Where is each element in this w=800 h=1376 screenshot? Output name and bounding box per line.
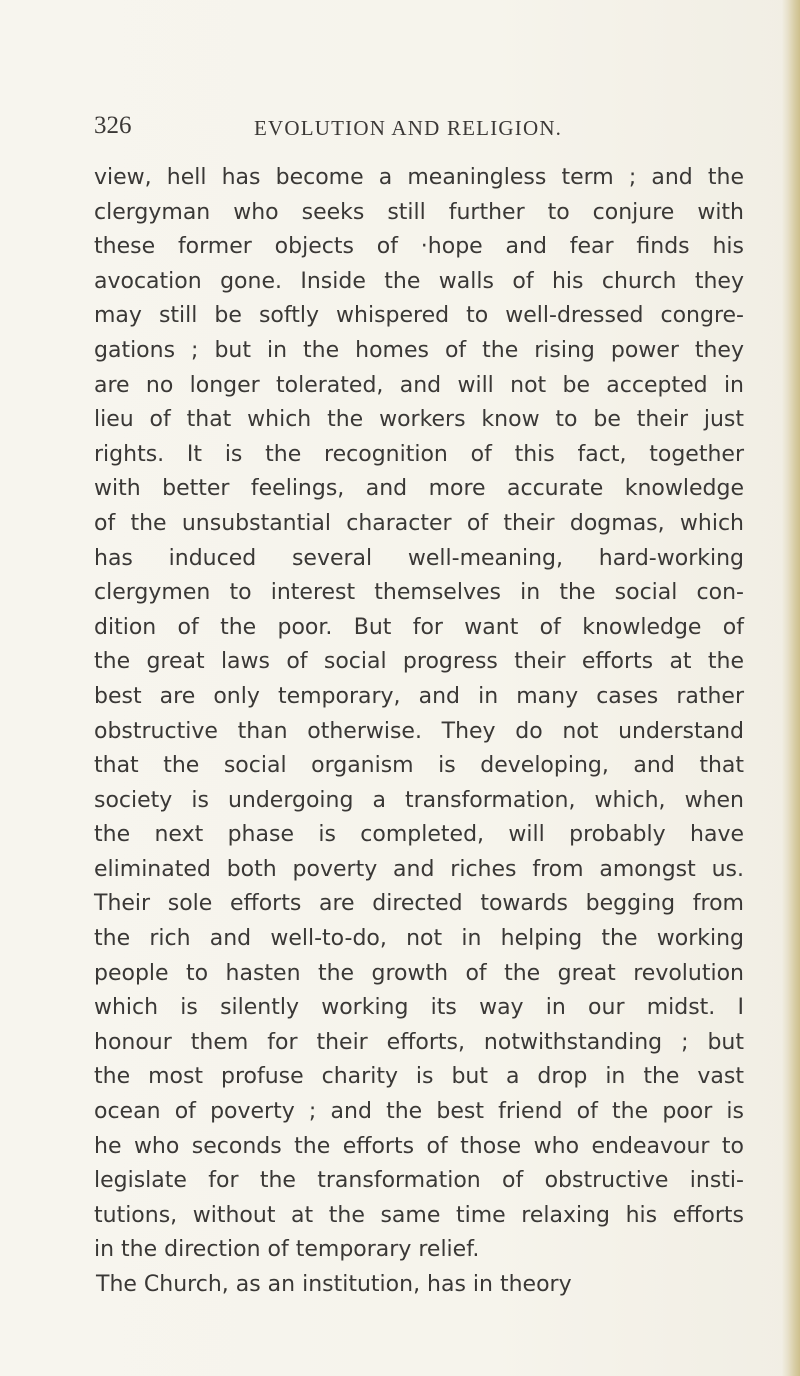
- text-line: avocation gone. Inside the walls of his church they: [94, 268, 744, 294]
- text-line: ocean of poverty ; and the best friend of the poor is: [94, 1099, 744, 1125]
- text-line: people to hasten the growth of the great revolution: [94, 960, 744, 986]
- running-title: EVOLUTION AND RELIGION.: [254, 116, 563, 140]
- text-line: the rich and well-to-do, not in helping the working: [94, 926, 744, 952]
- body-text: [94, 161, 744, 1303]
- text-line: which is silently working its way in our midst. I: [94, 995, 744, 1021]
- text-line: may still be softly whispered to well-dressed congre-: [94, 303, 744, 329]
- text-line: honour them for their efforts, notwithstanding ; but: [94, 1029, 744, 1055]
- text-line: with better feelings, and more accurate knowledge: [94, 476, 744, 502]
- text-line: that the social organism is developing, and that: [94, 753, 744, 779]
- text-line: obstructive than otherwise. They do not understand: [94, 718, 744, 744]
- page-number: 326: [94, 112, 132, 139]
- text-line: the most profuse charity is but a drop in the vast: [94, 1064, 744, 1090]
- text-line: the great laws of social progress their efforts at the: [94, 649, 744, 675]
- text-line: lieu of that which the workers know to be their just: [94, 407, 744, 433]
- text-line: tutions, without at the same time relaxing his efforts: [94, 1202, 744, 1228]
- text-line: eliminated both poverty and riches from amongst us.: [94, 856, 744, 882]
- text-line: in the direction of temporary relief.: [94, 1237, 480, 1263]
- text-line: the next phase is completed, will probably have: [94, 822, 744, 848]
- text-line: has induced several well-meaning, hard-working: [94, 545, 744, 571]
- text-line: dition of the poor. But for want of knowledge of: [94, 614, 744, 640]
- text-line: society is undergoing a transformation, which, when: [94, 787, 744, 813]
- text-line: The Church, as an institution, has in theory: [96, 1272, 572, 1297]
- text-line: Their sole efforts are directed towards begging from: [94, 891, 744, 917]
- text-line: of the unsubstantial character of their dogmas, which: [94, 510, 744, 536]
- text-line: best are only temporary, and in many cases rather: [94, 683, 744, 709]
- text-line: he who seconds the efforts of those who endeavour to: [94, 1133, 744, 1159]
- text-line: clergymen to interest themselves in the social con-: [94, 580, 744, 606]
- text-line: gations ; but in the homes of the rising power they: [94, 337, 744, 363]
- text-line: these former objects of ·hope and fear finds his: [94, 234, 744, 260]
- page-header: [0, 108, 800, 144]
- text-line: view, hell has become a meaningless term ; and the: [94, 165, 744, 190]
- text-line: clergyman who seeks still further to conjure with: [94, 199, 744, 225]
- text-line: rights. It is the recognition of this fact, together: [94, 441, 744, 467]
- page-edge-shadow: [782, 0, 800, 1376]
- text-line: are no longer tolerated, and will not be accepted in: [94, 372, 744, 398]
- text-line: legislate for the transformation of obstructive insti-: [94, 1168, 744, 1194]
